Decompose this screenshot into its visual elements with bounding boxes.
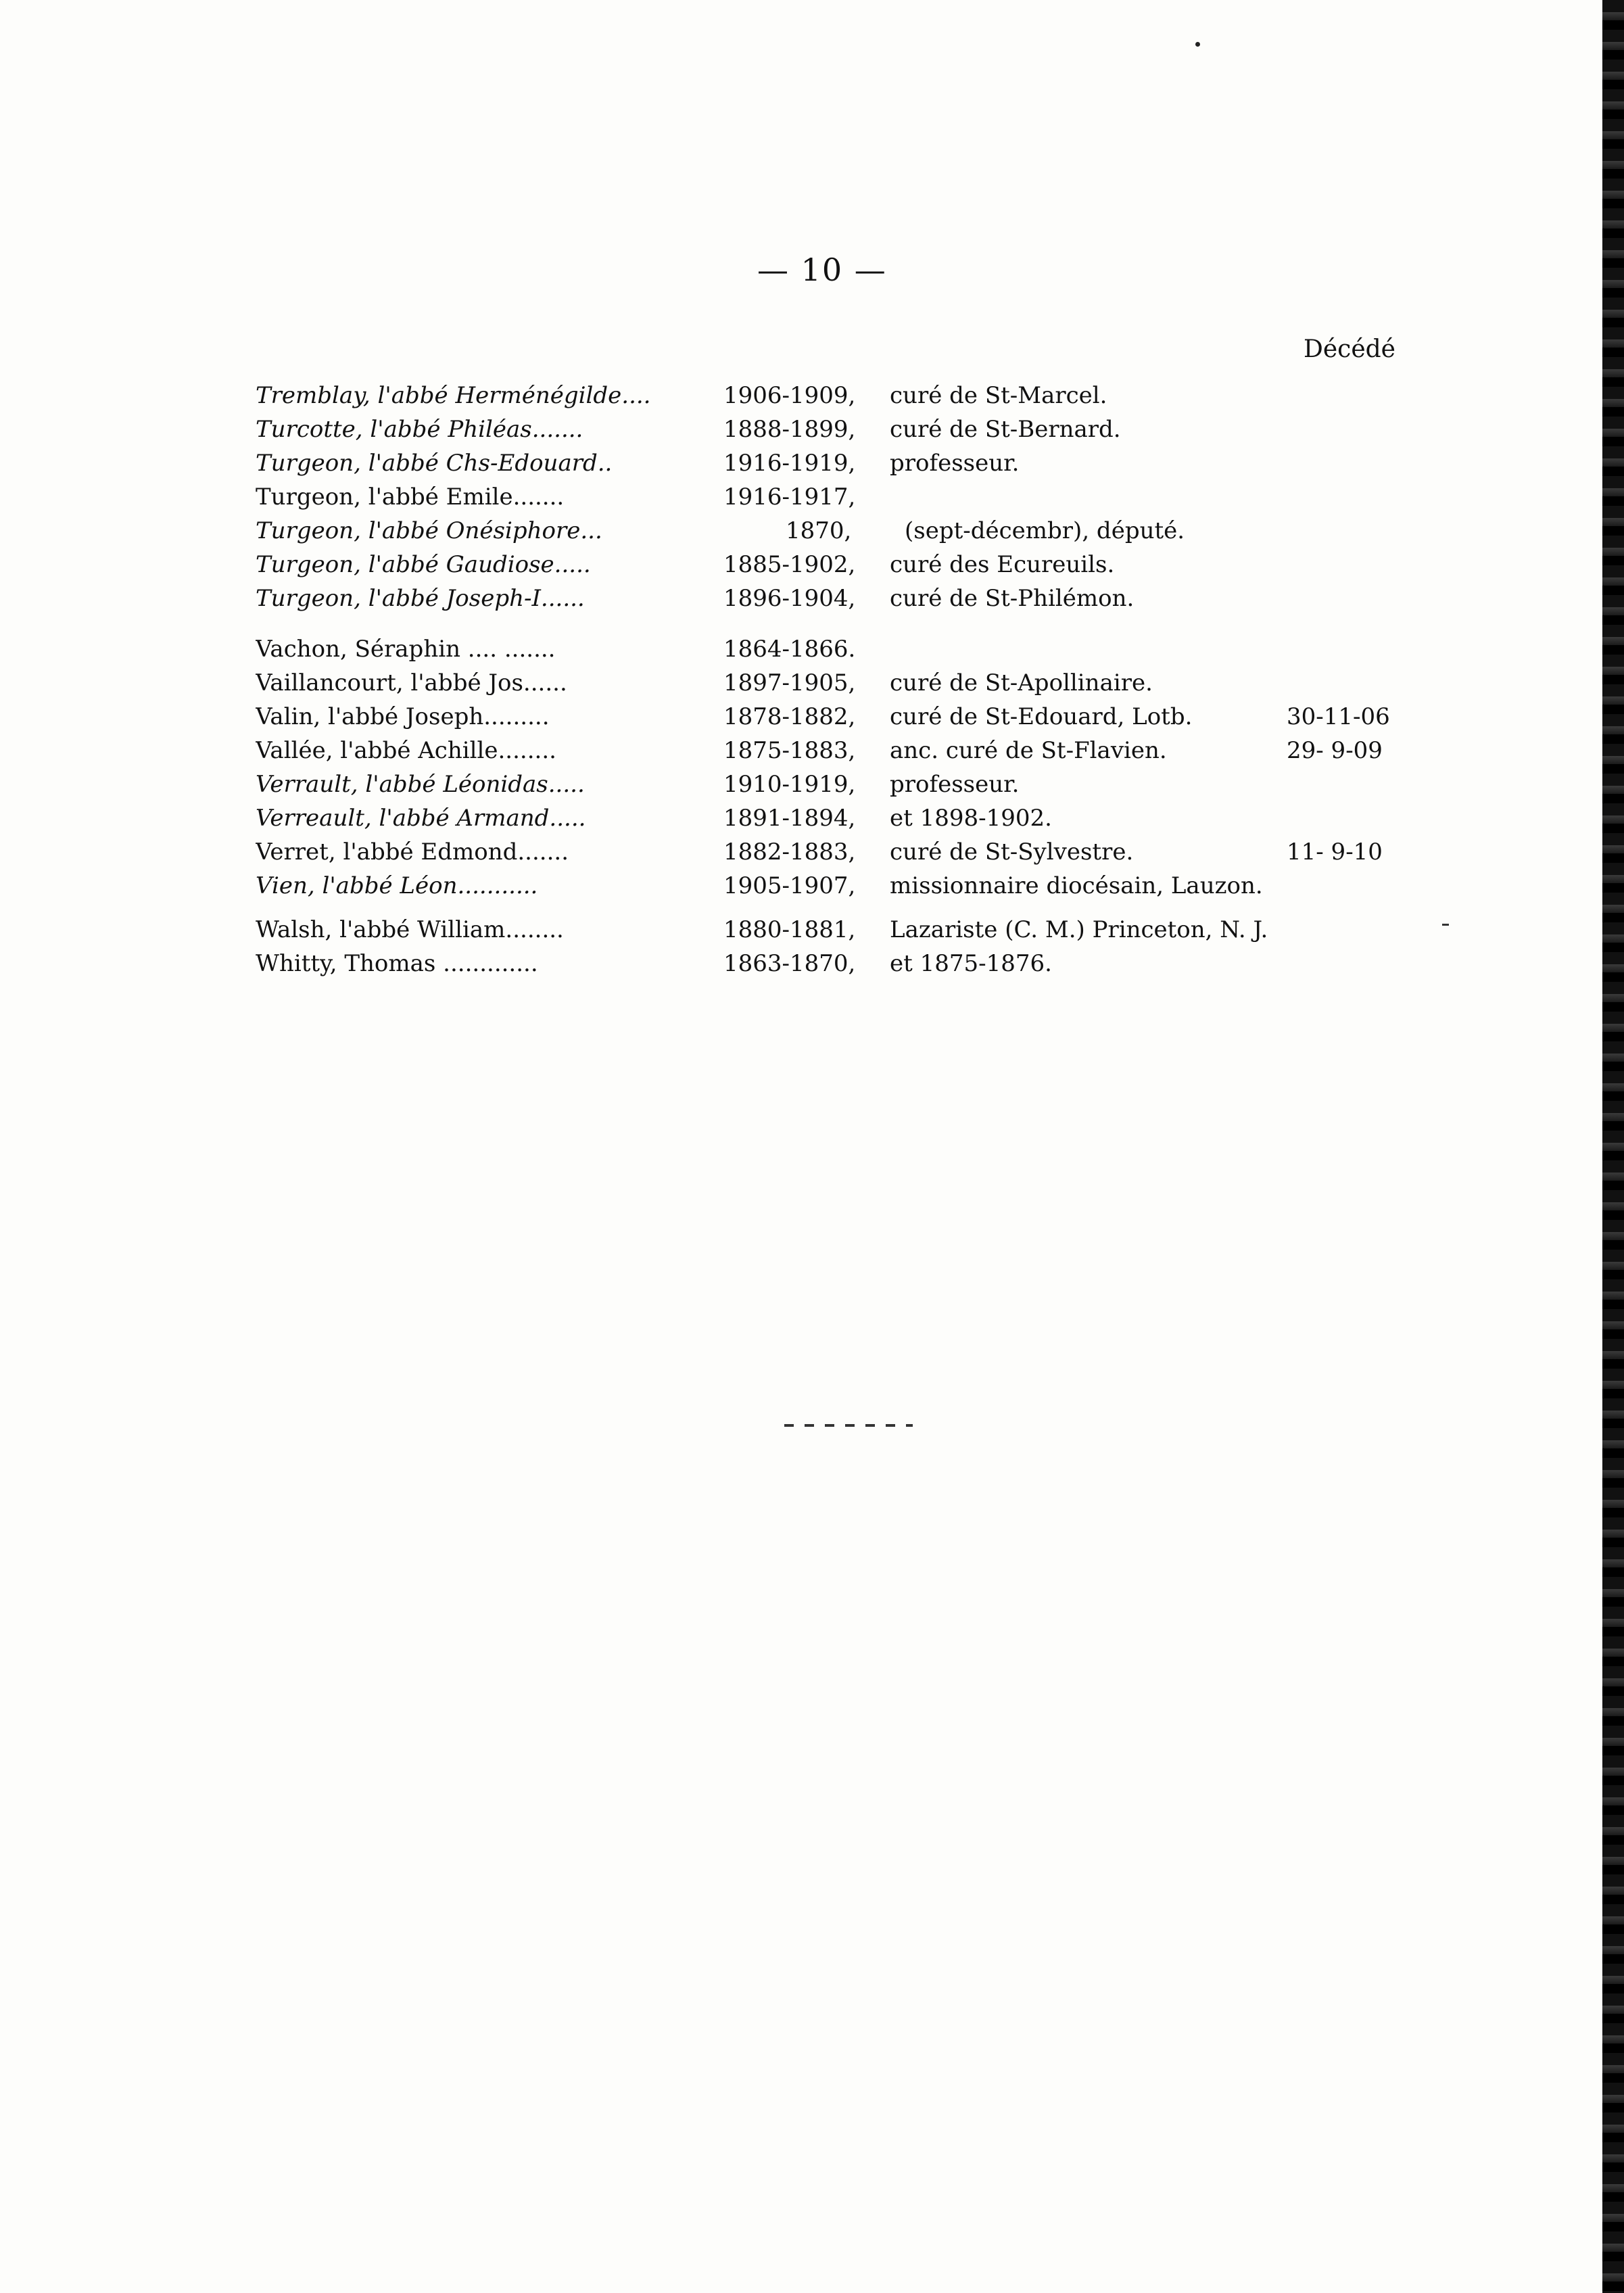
entry-role: curé de St-Apollinaire. xyxy=(890,669,1153,696)
entry-years: 1897-1905, xyxy=(723,669,856,696)
entry-role: (sept-décembr), député. xyxy=(905,517,1185,544)
entry-role: professeur. xyxy=(890,771,1020,798)
entry-years: 1885-1902, xyxy=(723,551,856,578)
list-item xyxy=(256,700,1418,734)
scan-speck xyxy=(1195,42,1200,47)
entry-role: curé de St-Sylvestre. xyxy=(890,838,1134,866)
entry-name: Whitty, Thomas ............. xyxy=(256,950,538,977)
list-item xyxy=(256,801,1418,835)
entry-name: Verrault, l'abbé Léonidas..... xyxy=(256,771,585,798)
list-item xyxy=(256,947,1418,980)
entry-years: 1888-1899, xyxy=(723,416,856,443)
entry-years: 1906-1909, xyxy=(723,382,856,409)
entry-death-date: 29- 9-09 xyxy=(1287,737,1383,764)
entry-years: 1882-1883, xyxy=(723,838,856,866)
list-item xyxy=(256,582,1418,615)
list-item xyxy=(256,548,1418,582)
list-item xyxy=(256,632,1418,666)
entry-role: professeur. xyxy=(890,450,1020,477)
entry-name: Walsh, l'abbé William........ xyxy=(256,916,564,943)
entry-role: anc. curé de St-Flavien. xyxy=(890,737,1167,764)
entry-name: Turgeon, l'abbé Chs-Edouard.. xyxy=(256,450,613,477)
entry-name: Tremblay, l'abbé Herménégilde.... xyxy=(256,382,651,409)
list-item xyxy=(256,480,1418,514)
list-item xyxy=(256,869,1418,903)
entry-years: 1870, xyxy=(786,517,852,544)
entry-role: curé de St-Philémon. xyxy=(890,585,1135,612)
entries-group-v xyxy=(256,632,1418,903)
entry-name: Vaillancourt, l'abbé Jos...... xyxy=(256,669,567,696)
entry-years: 1880-1881, xyxy=(723,916,856,943)
entry-role: curé des Ecureuils. xyxy=(890,551,1115,578)
entry-name: Vachon, Séraphin .... ....... xyxy=(256,636,556,663)
entry-years: 1875-1883, xyxy=(723,737,856,764)
entry-years: 1891-1894, xyxy=(723,805,856,832)
entries-group-t xyxy=(256,379,1418,615)
entry-role: curé de St-Marcel. xyxy=(890,382,1107,409)
entry-role: curé de St-Edouard, Lotb. xyxy=(890,703,1193,730)
list-item xyxy=(256,514,1418,548)
entry-years: 1910-1919, xyxy=(723,771,856,798)
list-item xyxy=(256,734,1418,767)
list-item xyxy=(256,913,1418,947)
entry-death-date: 11- 9-10 xyxy=(1287,838,1383,866)
list-item xyxy=(256,412,1418,446)
entry-name: Verret, l'abbé Edmond....... xyxy=(256,838,569,866)
entry-death-date: 30-11-06 xyxy=(1287,703,1390,730)
list-item xyxy=(256,666,1418,700)
entry-years: 1916-1919, xyxy=(723,450,856,477)
entry-name: Valin, l'abbé Joseph......... xyxy=(256,703,550,730)
entry-name: Turgeon, l'abbé Joseph-I...... xyxy=(256,585,585,612)
entry-years: 1864-1866. xyxy=(723,636,856,663)
list-item xyxy=(256,446,1418,480)
entry-name: Turcotte, l'abbé Philéas....... xyxy=(256,416,583,443)
entry-role: missionnaire diocésain, Lauzon. xyxy=(890,872,1263,899)
entry-name: Turgeon, l'abbé Gaudiose..... xyxy=(256,551,591,578)
entry-years: 1896-1904, xyxy=(723,585,856,612)
margin-dash xyxy=(1442,924,1449,926)
entry-years: 1916-1917, xyxy=(723,483,856,511)
entry-years: 1863-1870, xyxy=(723,950,856,977)
entries-group-w xyxy=(256,913,1418,980)
entry-name: Verreault, l'abbé Armand..... xyxy=(256,805,586,832)
entry-years: 1878-1882, xyxy=(723,703,856,730)
list-item xyxy=(256,379,1418,412)
entry-role: et 1875-1876. xyxy=(890,950,1052,977)
scan-border-strip xyxy=(1602,0,1624,2293)
end-ornament xyxy=(784,1424,913,1427)
deceased-column-header: Décédé xyxy=(1304,335,1395,363)
list-item xyxy=(256,835,1418,869)
entry-role: et 1898-1902. xyxy=(890,805,1052,832)
entry-name: Vallée, l'abbé Achille........ xyxy=(256,737,556,764)
entry-name: Vien, l'abbé Léon........... xyxy=(256,872,538,899)
list-item xyxy=(256,767,1418,801)
entry-role: Lazariste (C. M.) Princeton, N. J. xyxy=(890,916,1268,943)
entry-name: Turgeon, l'abbé Onésiphore... xyxy=(256,517,602,544)
page-number: — 10 — xyxy=(757,252,887,288)
entry-name: Turgeon, l'abbé Emile....... xyxy=(256,483,565,511)
entry-years: 1905-1907, xyxy=(723,872,856,899)
entry-role: curé de St-Bernard. xyxy=(890,416,1121,443)
